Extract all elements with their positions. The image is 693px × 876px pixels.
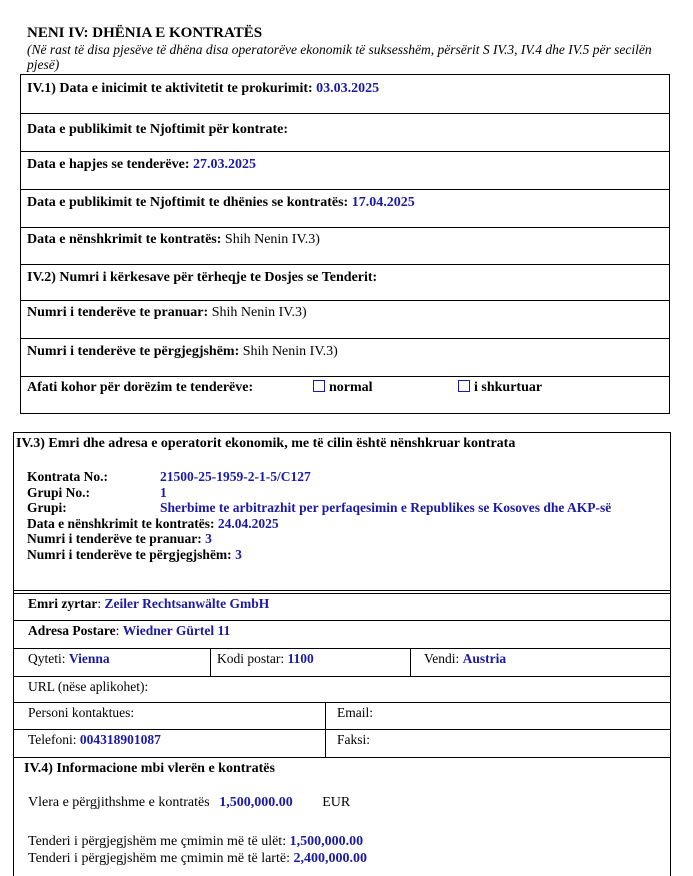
highest-price: 2,400,000.00 (293, 851, 367, 866)
official-name-row: Emri zyrtar: Zeiler Rechtsanwälte GmbH (28, 596, 270, 611)
total-value: 1,500,000.00 (219, 795, 293, 810)
row-publication-notice: Data e publikimit te Njoftimit për kontrate: (21, 113, 669, 151)
phone-cell: Telefoni: 004318901087 (28, 732, 161, 747)
checkbox-icon[interactable] (458, 380, 470, 392)
url-row: URL (nëse aplikohet): (28, 679, 149, 694)
price-range: Tenderi i përgjegjshëm me çmimin më të ulët: 1,500,000.00 Tenderi i përgjegjshëm me çmimin më të lartë: 2,400,000.00 (28, 834, 367, 866)
row-award-notice-date: Data e publikimit te Njoftimit te dhënies se kontratës: 17.04.2025 (21, 189, 669, 227)
lowest-price: 1,500,000.00 (289, 834, 364, 849)
city-cell: Qyteti: Vienna (28, 651, 110, 666)
country-cell: Vendi: Austria (424, 651, 507, 666)
postal-address-value: Wiedner Gürtel 11 (122, 623, 231, 638)
option-normal[interactable]: normal (313, 380, 373, 396)
section-note: (Në rast të disa pjesëve të dhëna disa operatorëve ekonomik të suksesshëm, përsërit S IV.3, IV.4 dhe IV.5 për secilën pjesë) (27, 42, 652, 72)
option-short[interactable]: i shkurtuar (458, 380, 542, 396)
postal-address-row: Adresa Postare: Wiedner Gürtel 11 (28, 623, 231, 638)
operator-section-title: IV.3) Emri dhe adresa e operatorit ekonomik, me të cilin është nënshkruar kontrata (16, 436, 516, 451)
currency: EUR (322, 795, 351, 810)
section-title: NENI IV: DHËNIA E KONTRATËS (27, 25, 263, 41)
row-withdrawal-requests: IV.2) Numri i kërkesave për tërheqje te Dosjes se Tenderit: (21, 264, 669, 300)
row-deadline-type: Afati kohor për dorëzim te tenderëve: normal i shkurtuar (21, 376, 669, 413)
award-date-value: 17.04.2025 (351, 195, 415, 210)
row-opening-date: Data e hapjes se tenderëve: 27.03.2025 (21, 151, 669, 189)
contract-number: 21500-25-1959-2-1-5/C127 (160, 469, 311, 484)
row-signing-date: Data e nënshkrimit te kontratës: Shih Nenin IV.3) (21, 227, 669, 264)
group-name: Sherbime te arbitrazhit per perfaqesimin e Republikes se Kosoves dhe AKP-së (160, 500, 612, 515)
signing-date: 24.04.2025 (217, 515, 279, 531)
row-tenders-accepted: Numri i tenderëve te pranuar: Shih Nenin IV.3) (21, 300, 669, 338)
contact-person-cell: Personi kontaktues: (28, 705, 135, 720)
row-tenders-responsive: Numri i tenderëve te përgjegjshëm: Shih Nenin IV.3) (21, 338, 669, 376)
fax-cell: Faksi: (337, 732, 371, 747)
total-value-row: Vlera e përgjithshme e kontratës 1,500,000.00 EUR (28, 795, 351, 810)
checkbox-icon[interactable] (313, 380, 325, 392)
group-number: 1 (160, 484, 167, 500)
dates-box (20, 74, 670, 414)
postal-code-cell: Kodi postar: 1100 (217, 651, 314, 666)
operator-box (13, 432, 671, 876)
opening-date-value: 27.03.2025 (193, 157, 257, 172)
initiation-date-value: 03.03.2025 (316, 81, 380, 96)
value-section-title: IV.4) Informacione mbi vlerën e kontratës (24, 761, 275, 776)
phone-value: 004318901087 (79, 732, 161, 747)
official-name-value: Zeiler Rechtsanwälte GmbH (104, 596, 270, 611)
contract-details: Kontrata No.: 21500-25-1959-2-1-5/C127 Grupi No.: 1 Grupi: Sherbime te arbitrazhit per perfaqesimin e Republikes se Kosoves dhe AKP-së Data e nënshkrimit te kontratës: 24.04.2025 Numri i tenderëve te pranuar: 3 Numri i tenderëve te përgjegjshëm: 3 (27, 469, 612, 562)
email-cell: Email: (337, 705, 373, 720)
row-initiation-date: IV.1) Data e inicimit te aktivitetit te prokurimit: 03.03.2025 (27, 81, 380, 96)
